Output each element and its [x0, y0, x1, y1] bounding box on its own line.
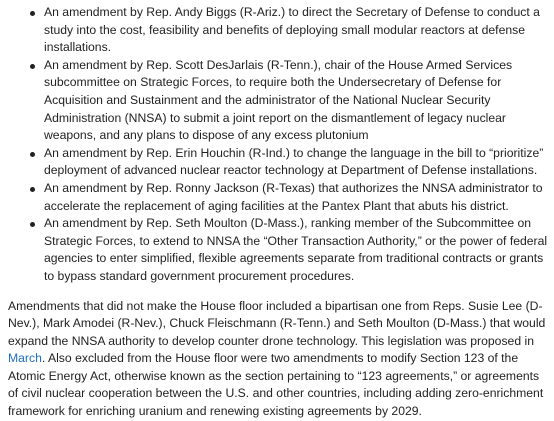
amendment-text: An amendment by Rep. Scott DesJarlais (R-Tenn.), chair of the House Armed Services subcommittee on Strategic Forces, to require both the Undersecretary of Defense for Acquisition and Sustainment and the administrator of the National Nuclear Security Administration (NNSA) to submit a joint report on the dismantlement of legacy nuclear weapons, and any plans to dispose of any excess plutonium: [44, 57, 513, 143]
bullet-icon: [30, 222, 35, 227]
list-item: [44, 4, 548, 57]
march-link[interactable]: March: [8, 351, 42, 366]
paragraph-text-after-link: . Also excluded from the House floor were two amendments to modify Section 123 of the Atomic Energy Act, otherwise known as the section pertaining to “123 agreements,” or agreements of civil nuclear cooperation between the U.S. and other countries, including adding zero-enrichment framework for enriching uranium and renewing existing agreements by 2029.: [8, 351, 544, 419]
amendment-text: An amendment by Rep. Seth Moulton (D-Mass.), ranking member of the Subcommittee on Strategic Forces, to extend to NNSA the “Other Transaction Authority,” or the power of federal agencies to enter simplified, flexible agreements separate from traditional contracts or grants to bypass standard government procurement procedures.: [44, 216, 548, 283]
bullet-icon: [30, 187, 35, 192]
amendment-text: An amendment by Rep. Ronny Jackson (R-Texas) that authorizes the NNSA administrator to accelerate the replacement of aging facilities at the Pantex Plant that abuts his district.: [44, 180, 543, 213]
list-item: [44, 215, 548, 285]
bullet-icon: [30, 64, 35, 69]
bullet-icon: [30, 152, 35, 157]
amendment-text: An amendment by Rep. Andy Biggs (R-Ariz.) to direct the Secretary of Defense to conduct a study into the cost, feasibility and benefits of deploying small modular reactors at defense installations.: [44, 5, 540, 55]
list-item: [44, 145, 548, 180]
closing-paragraph: [8, 298, 548, 421]
list-item: [44, 57, 548, 145]
list-item: [44, 180, 548, 215]
paragraph-text-before-link: Amendments that did not make the House floor included a bipartisan one from Reps. Susie Lee (D-Nev.), Mark Amodei (R-Nev.), Chuck Fleischmann (R-Tenn.) and Seth Moulton (D-Mass.) that would expand the NNSA authority to develop counter drone technology. This legislation was proposed in: [8, 298, 546, 348]
amendment-text: An amendment by Rep. Erin Houchin (R-Ind.) to change the language in the bill to “prioritize” deployment of advanced nuclear reactor technology at Department of Defense installations.: [44, 145, 544, 178]
bullet-icon: [30, 11, 35, 16]
amendment-list: [8, 4, 548, 286]
